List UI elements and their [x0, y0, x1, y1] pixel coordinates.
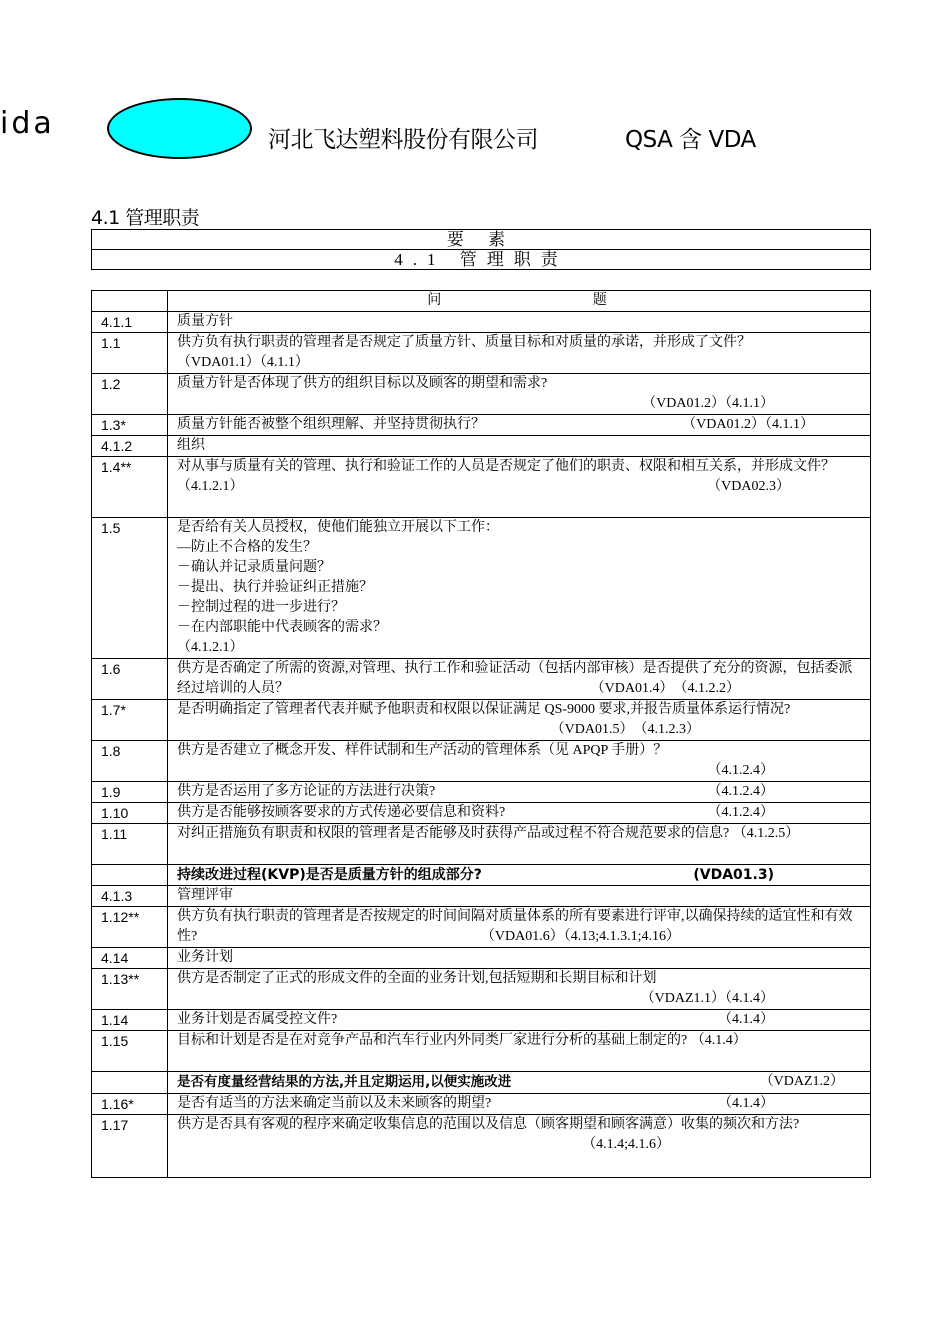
question-text: 供方是否运用了多方论证的方法进行决策?: [177, 784, 436, 799]
reference-text: （4.1.2.4）: [707, 784, 774, 799]
table-row: [92, 824, 871, 865]
reference-text: （4.1.4）: [718, 1096, 774, 1111]
reference-text: （4.1.2.1）: [177, 640, 244, 655]
row-number: 1.5: [92, 518, 168, 659]
row-text: [168, 457, 871, 518]
question-text: 供方是否制定了正式的形成文件的全面的业务计划,包括短期和长期目标和计划: [177, 971, 657, 986]
row-text: [168, 1072, 871, 1094]
row-text: [168, 969, 871, 1010]
reference-text: （VDA01.1）（4.1.1）: [177, 355, 309, 370]
row-number: [92, 1072, 168, 1094]
row-number: 1.9: [92, 782, 168, 803]
table-row: [92, 865, 871, 886]
reference-text: （4.1.2.5）: [732, 826, 800, 841]
row-number: 1.10: [92, 803, 168, 824]
row-text: [168, 824, 871, 865]
row-text: 业务计划: [168, 948, 871, 969]
table-row: [92, 886, 871, 907]
row-number: 1.8: [92, 741, 168, 782]
section-title: 4.1 管理职责: [91, 207, 200, 229]
table-row: [92, 700, 871, 741]
table-row: [92, 969, 871, 1010]
table-row: [92, 659, 871, 700]
question-text: 是否给有关人员授权，使他们能独立开展以下工作：: [177, 520, 499, 535]
table-row: [92, 457, 871, 518]
row-text: [168, 659, 871, 700]
table-row: [92, 948, 871, 969]
row-number: 1.11: [92, 824, 168, 865]
row-number: 1.1: [92, 333, 168, 374]
reference-text: （4.1.2.4）: [707, 763, 774, 778]
question-text: 对从事与质量有关的管理、执行和验证工作的人员是否规定了他们的职责、权限和相互关系，并形成文件？: [177, 459, 835, 474]
row-text: [168, 741, 871, 782]
row-text: [168, 1094, 871, 1115]
question-text: 供方是否建立了概念开发、样件试制和生产活动的管理体系（见 APQP 手册）？: [177, 743, 668, 758]
row-number: 4.14: [92, 948, 168, 969]
row-number: 4.1.3: [92, 886, 168, 907]
reference-text: （4.1.4）: [718, 1012, 774, 1027]
element-table-value: 4.1 管理职责: [92, 250, 871, 270]
reference-text: (VDA01.3): [693, 867, 774, 883]
table-row: [92, 803, 871, 824]
row-text: [168, 907, 871, 948]
table-row: [92, 333, 871, 374]
question-text: 质量方针是否体现了供方的组织目标以及顾客的期望和需求?: [177, 376, 548, 391]
row-number: [92, 865, 168, 886]
row-number: 1.6: [92, 659, 168, 700]
table-header-question: 问 题: [168, 291, 871, 312]
row-number: 1.15: [92, 1031, 168, 1072]
row-text: [168, 803, 871, 824]
question-text: 供方是否能够按顾客要求的方式传递必要信息和资料?: [177, 805, 506, 820]
question-text: 业务计划是否属受控文件?: [177, 1012, 338, 1027]
list-item: －控制过程的进一步进行？: [177, 600, 345, 615]
reference-text: （4.1.2.1）: [177, 479, 244, 494]
row-text: [168, 1010, 871, 1031]
element-table: [91, 229, 871, 270]
question-text: 供方负有执行职责的管理者是否按规定的时间间隔对质量体系的所有要素进行评审,以确保持续的适宜性和有效性?: [177, 909, 853, 944]
row-text: [168, 700, 871, 741]
question-text: 是否明确指定了管理者代表并赋予他职责和权限以保证满足 QS-9000 要求,并报告质量体系运行情况?: [177, 702, 791, 717]
row-number: 1.16*: [92, 1094, 168, 1115]
row-number: 1.7*: [92, 700, 168, 741]
table-row: [92, 782, 871, 803]
row-text: 质量方针: [168, 312, 871, 333]
row-number: 1.14: [92, 1010, 168, 1031]
table-row: [92, 1031, 871, 1072]
question-text: 是否有适当的方法来确定当前以及未来顾客的期望?: [177, 1096, 492, 1111]
reference-text: （VDAZ1.2）: [759, 1074, 844, 1089]
question-text: 持续改进过程(KVP)是否是质量方针的组成部分?: [177, 867, 482, 883]
table-row: [92, 518, 871, 659]
table-row: [92, 907, 871, 948]
row-number: 1.3*: [92, 415, 168, 436]
row-text: [168, 518, 871, 659]
table-row: [92, 1010, 871, 1031]
document-title: QSA 含 VDA: [625, 127, 756, 153]
reference-text: （4.1.4）: [690, 1033, 747, 1048]
list-item: —防止不合格的发生？: [177, 540, 317, 555]
table-header-number: [92, 291, 168, 312]
row-text: 组织: [168, 436, 871, 457]
table-row: [92, 374, 871, 415]
reference-text: （VDAZ1.1）（4.1.4）: [640, 991, 774, 1006]
question-table: [91, 290, 871, 1178]
table-row: [92, 436, 871, 457]
row-number: 1.12**: [92, 907, 168, 948]
row-number: 1.13**: [92, 969, 168, 1010]
row-text: [168, 333, 871, 374]
reference-text: （4.1.2.4）: [707, 805, 774, 820]
list-item: －在内部职能中代表顾客的需求？: [177, 620, 387, 635]
reference-text: （VDA01.2）（4.1.1）: [642, 396, 774, 411]
reference-text: （VDA01.4） （4.1.2.2）: [590, 681, 740, 696]
table-row: [92, 741, 871, 782]
row-number: 1.4**: [92, 457, 168, 518]
question-text: 供方负有执行职责的管理者是否规定了质量方针、质量目标和对质量的承诺，并形成了文件？: [177, 335, 751, 350]
list-item: －提出、执行并验证纠正措施？: [177, 580, 373, 595]
row-text: [168, 782, 871, 803]
reference-text: （VDA01.2）（4.1.1）: [682, 417, 814, 432]
row-number: 1.2: [92, 374, 168, 415]
row-text: [168, 1031, 871, 1072]
question-text: 目标和计划是否是在对竞争产品和汽车行业内外同类厂家进行分析的基础上制定的?: [177, 1033, 688, 1048]
row-text: [168, 1115, 871, 1178]
company-logo-text: ida: [0, 106, 55, 141]
row-text: 管理评审: [168, 886, 871, 907]
row-text: [168, 374, 871, 415]
question-text: 质量方针能否被整个组织理解、并坚持贯彻执行？: [177, 417, 485, 432]
table-row: [92, 1115, 871, 1178]
reference-text: （VDA01.5） （4.1.2.3）: [550, 722, 700, 737]
row-number: 4.1.2: [92, 436, 168, 457]
question-text: 对纠正措施负有职责和权限的管理者是否能够及时获得产品或过程不符合规范要求的信息?: [177, 826, 730, 841]
table-row: [92, 415, 871, 436]
question-text: 是否有度量经营结果的方法,并且定期运用,以便实施改进: [177, 1074, 512, 1090]
company-name: 河北飞达塑料股份有限公司: [268, 127, 538, 153]
element-table-header: 要 素: [92, 230, 871, 250]
row-text: [168, 415, 871, 436]
list-item: －确认并记录质量问题？: [177, 560, 331, 575]
reference-text: （VDA01.6）（4.13;4.1.3.1;4.16）: [480, 929, 680, 944]
row-number: 1.17: [92, 1115, 168, 1178]
table-row: [92, 1072, 871, 1094]
table-row: [92, 312, 871, 333]
row-text: [168, 865, 871, 886]
reference-text: （4.1.4;4.1.6）: [582, 1137, 670, 1152]
question-text: 供方是否确定了所需的资源,对管理、执行工作和验证活动（包括内部审核）是否提供了充分的资源，包括委派经过培训的人员？: [177, 661, 853, 696]
table-row: [92, 1094, 871, 1115]
logo-ellipse: [107, 98, 252, 159]
row-number: 4.1.1: [92, 312, 168, 333]
reference-text: （VDA02.3）: [707, 479, 790, 494]
question-text: 供方是否具有客观的程序来确定收集信息的范围以及信息（顾客期望和顾客满意）收集的频次和方法?: [177, 1117, 800, 1132]
